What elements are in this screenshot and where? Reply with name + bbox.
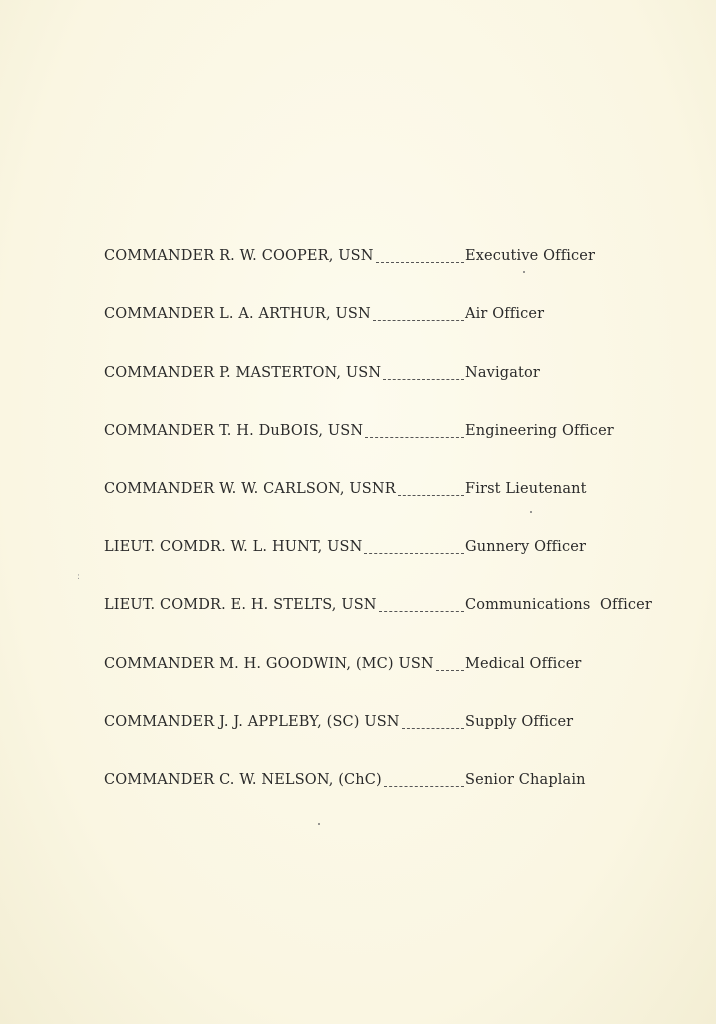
officer-title: Senior Chaplain <box>465 772 586 788</box>
dotted-leader <box>383 379 464 380</box>
officer-title: Supply Officer <box>465 714 574 730</box>
dotted-leader <box>373 320 464 321</box>
officer-name: COMMANDER M. H. GOODWIN, (MC) USN <box>104 656 434 672</box>
paper-speck <box>530 511 532 513</box>
officer-row <box>104 772 684 792</box>
officer-title: Navigator <box>465 365 540 381</box>
officer-name: LIEUT. COMDR. W. L. HUNT, USN <box>104 539 363 555</box>
officer-row <box>104 656 684 676</box>
dotted-leader <box>379 611 464 612</box>
officer-row <box>104 248 684 268</box>
officer-title: Engineering Officer <box>465 423 614 439</box>
dotted-leader <box>436 670 464 671</box>
officer-title: Medical Officer <box>465 656 582 672</box>
officer-name: COMMANDER P. MASTERTON, USN <box>104 365 382 381</box>
officer-title: Executive Officer <box>465 248 596 264</box>
dotted-leader <box>365 437 464 438</box>
officer-row <box>104 365 684 385</box>
dotted-leader <box>402 728 464 729</box>
officer-row <box>104 306 684 326</box>
officer-name: COMMANDER C. W. NELSON, (ChC) <box>104 772 382 788</box>
officer-title: Air Officer <box>465 306 545 322</box>
officer-name: COMMANDER W. W. CARLSON, USNR <box>104 481 396 497</box>
officer-row <box>104 597 684 617</box>
officer-row <box>104 481 684 501</box>
edge-mark: : <box>77 572 81 582</box>
officer-name: COMMANDER T. H. DuBOIS, USN <box>104 423 364 439</box>
officer-row <box>104 714 684 734</box>
dotted-leader <box>398 495 464 496</box>
officer-title: Communications Officer <box>465 597 652 613</box>
officer-title: Gunnery Officer <box>465 539 587 555</box>
paper-speck <box>523 271 525 273</box>
paper-speck <box>318 823 320 825</box>
officer-name: COMMANDER L. A. ARTHUR, USN <box>104 306 371 322</box>
officer-name: LIEUT. COMDR. E. H. STELTS, USN <box>104 597 377 613</box>
officer-name: COMMANDER R. W. COOPER, USN <box>104 248 374 264</box>
dotted-leader <box>364 553 464 554</box>
officer-name: COMMANDER J. J. APPLEBY, (SC) USN <box>104 714 400 730</box>
dotted-leader <box>384 786 464 787</box>
officer-row <box>104 539 684 559</box>
officer-title: First Lieutenant <box>465 481 587 497</box>
officer-row <box>104 423 684 443</box>
dotted-leader <box>376 262 464 263</box>
